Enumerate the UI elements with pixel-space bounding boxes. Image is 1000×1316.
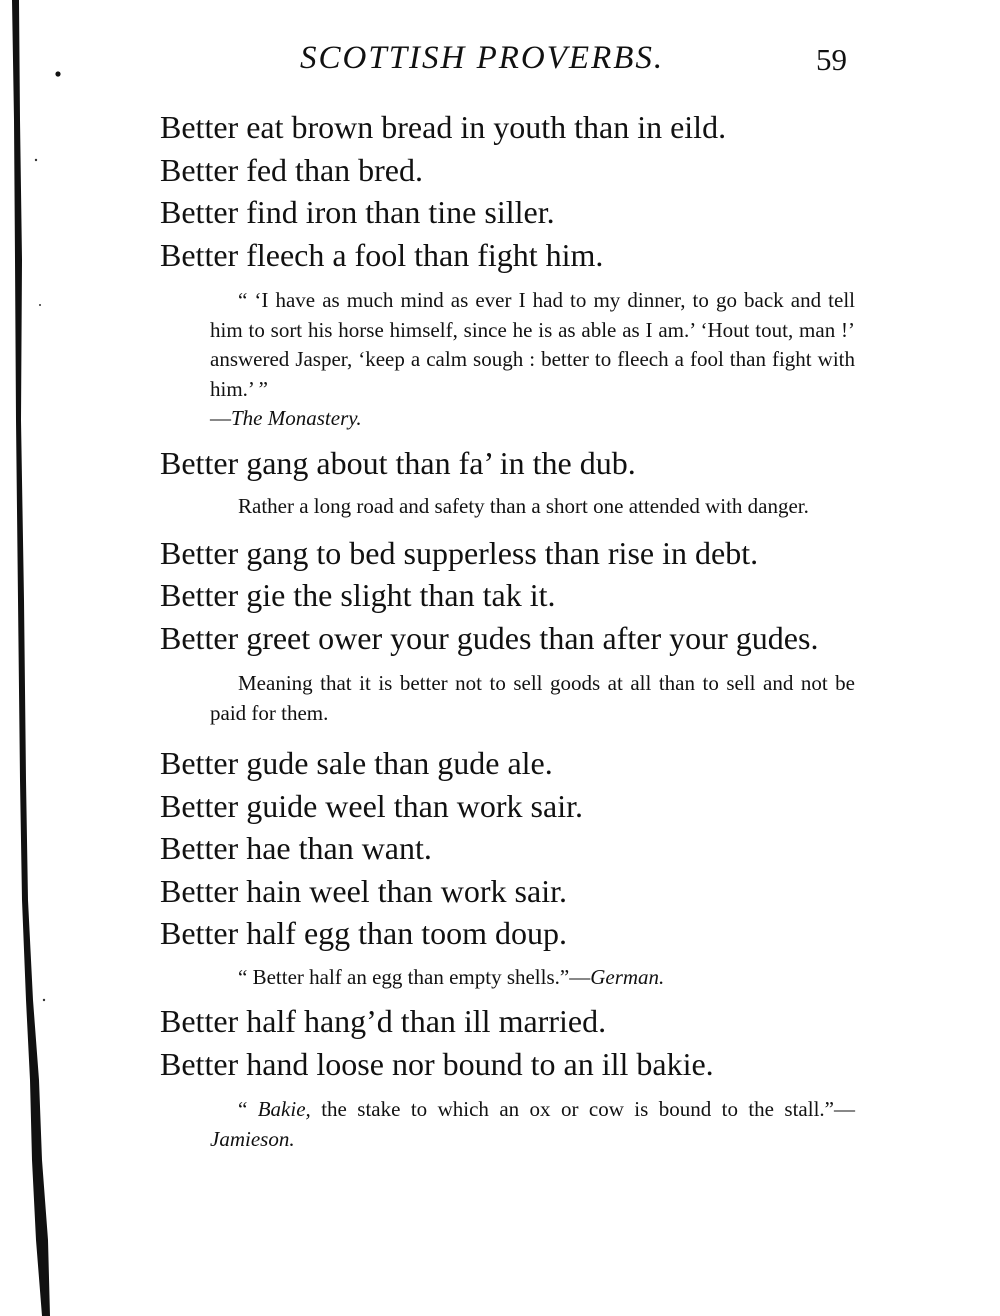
proverb: Better fleech a fool than fight him. — [160, 236, 604, 273]
proverb: Better gude sale than gude ale. — [160, 745, 553, 781]
running-title: SCOTTISH PROVERBS. — [300, 40, 665, 76]
proverb: Better half egg than toom doup. — [160, 915, 568, 951]
proverb-note — [210, 963, 855, 993]
note-text: Rather a long road and safety than a short one attended with danger. — [238, 494, 809, 518]
proverb: Better eat brown bread in youth than in eild. — [160, 109, 727, 145]
proverb-note — [210, 492, 855, 522]
page-header — [0, 40, 1000, 90]
proverb: Better hae than want. — [160, 830, 432, 866]
note-quote: “ Better half an egg than empty shells.”— — [238, 964, 591, 989]
proverb-note — [210, 669, 855, 728]
binding-shadow — [6, 0, 50, 1316]
proverb: Better gang about than fa’ in the dub. — [160, 444, 636, 481]
proverb: Better find iron than tine siller. — [160, 194, 555, 230]
note-source: Jamieson. — [210, 1126, 295, 1151]
proverb: Better half hang’d than ill married. — [160, 1003, 607, 1039]
proverb-note — [210, 1095, 855, 1154]
proverb: Better hand loose nor bound to an ill bakie. — [160, 1045, 714, 1082]
note-source: German. — [590, 964, 665, 989]
note-term: Bakie, — [257, 1097, 311, 1121]
proverb-list — [160, 106, 855, 1162]
proverb: Better hain weel than work sair. — [160, 872, 567, 909]
proverb: Better gie the slight than tak it. — [160, 577, 556, 613]
note-quote: “ ‘I have as much mind as ever I had to my dinner, to go back and tell him to sort his horse himself, since he is as able as I am.’ ‘Hout tout, man !’ answered Jasper, ‘keep a calm sough : better to fleech a fool than fight with him.’ ” — [210, 288, 855, 401]
note-dash: — — [210, 406, 231, 430]
note-source: The Monastery. — [231, 406, 362, 430]
proverb-note — [210, 286, 855, 434]
note-text: Meaning that it is better not to sell goods at all than to sell and not be paid for them. — [210, 671, 855, 725]
note-open-quote: “ — [238, 1097, 258, 1121]
proverb: Better gang to bed supperless than rise in debt. — [160, 534, 759, 571]
note-text: the stake to which an ox or cow is bound to the stall.”— — [310, 1097, 855, 1121]
proverb: Better fed than bred. — [160, 151, 423, 188]
proverb: Better greet ower your gudes than after your gudes. — [160, 619, 819, 656]
proverb: Better guide weel than work sair. — [160, 787, 583, 824]
page-number: 59 — [816, 42, 847, 77]
